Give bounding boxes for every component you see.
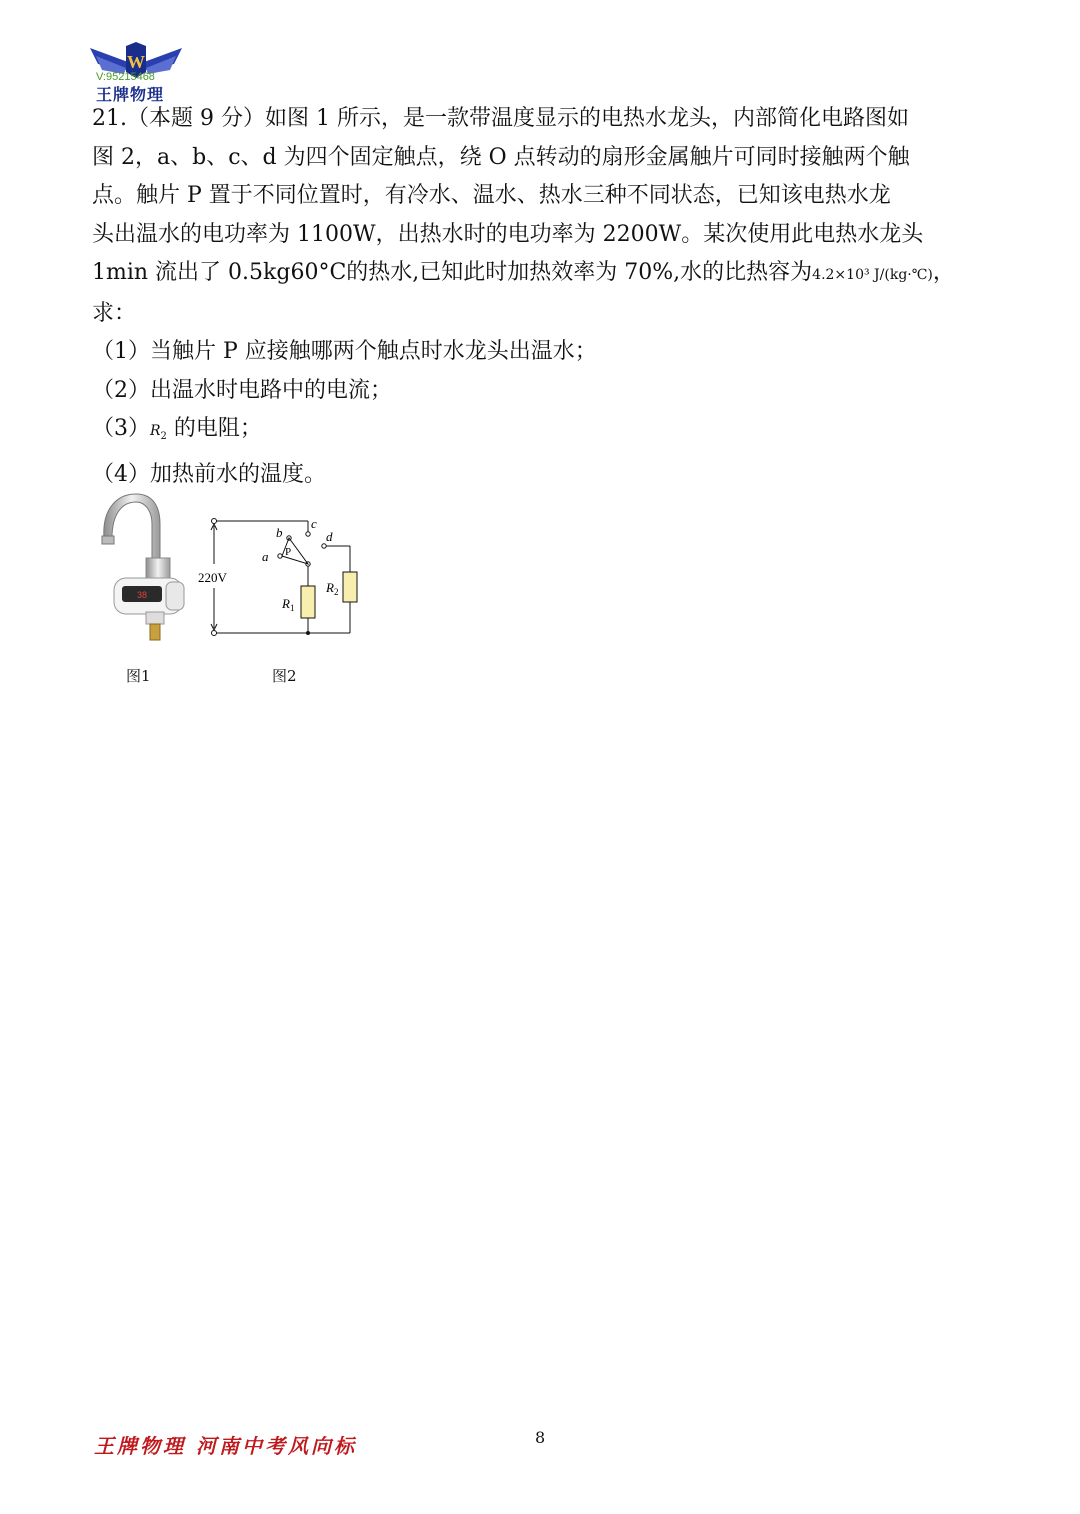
sub-question-1: （1）当触片 P 应接触哪两个触点时水龙头出温水； — [92, 339, 597, 364]
sub-question-4: （4）加热前水的温度。 — [92, 462, 326, 488]
question-line: 头出温水的电功率为 1100W，出热水时的电功率为 2200W。某次使用此电热水龙头 — [92, 221, 924, 247]
sub-question-2: （2）出温水时电路中的电流； — [92, 377, 392, 403]
circuit-diagram — [192, 512, 368, 646]
faucet-image — [96, 490, 190, 646]
r1-label: $R_1$ — [282, 596, 295, 613]
contact-d-label: d — [326, 529, 333, 544]
slider-p-label: P — [285, 546, 292, 558]
question-line — [92, 254, 1002, 295]
sub-question-3 — [92, 410, 1002, 456]
sub-question-3-suffix: 的电阻； — [166, 416, 262, 441]
sub-questions — [92, 333, 1002, 495]
question-line: 图 2，a、b、c、d 为四个固定触点，绕 O 点转动的扇形金属触片可同时接触两个触 — [92, 144, 910, 170]
figure-2-caption: 图2 — [272, 667, 297, 685]
specific-heat-value: 4.2×10³ J/(kg·℃) — [812, 267, 933, 283]
r2-label: $R_2$ — [326, 580, 339, 597]
question-line: 21.（本题 9 分）如图 1 所示，是一款带温度显示的电热水龙头，内部简化电路图如 — [92, 106, 909, 131]
contact-b-label: b — [276, 525, 283, 540]
figure-1-caption: 图1 — [126, 667, 151, 685]
resistor-r2-symbol: $R_2$ — [150, 423, 167, 442]
svg-text:38: 38 — [136, 590, 148, 600]
question-block — [92, 100, 1002, 495]
question-line: 求： — [92, 300, 137, 326]
question-line: 点。触片 P 置于不同位置时，有冷水、温水、热水三种不同状态，已知该电热水龙 — [92, 183, 891, 208]
svg-text:W: W — [127, 52, 145, 72]
contact-a-label: a — [262, 549, 269, 564]
footer-brand: 王牌物理 河南中考风向标 — [94, 1434, 357, 1458]
voltage-label: 220V — [198, 570, 227, 585]
page-number: 8 — [535, 1428, 546, 1447]
question-line-text: 1min 流出了 0.5kg60°C的热水,已知此时加热效率为 70%,水的比热容为 — [92, 260, 813, 285]
contact-c-label: c — [311, 516, 317, 531]
logo-watermark: V:95215468 — [96, 71, 155, 83]
logo-text: 王牌物理 — [96, 87, 165, 104]
question-line-end: ， — [932, 260, 955, 285]
sub-question-3-prefix: （3） — [92, 416, 150, 441]
